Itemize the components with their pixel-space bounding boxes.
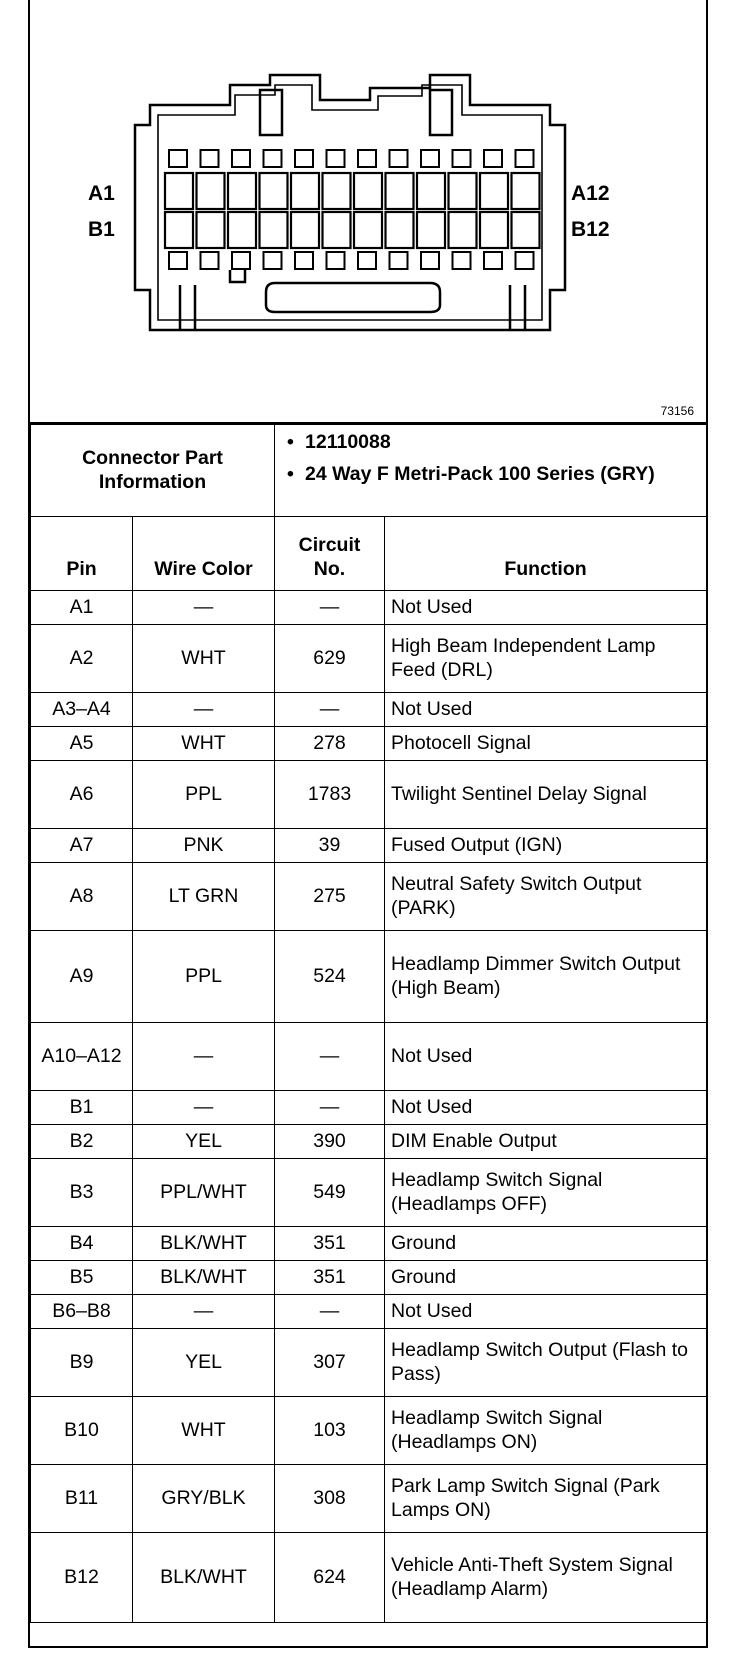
- terminal-tab-top: [169, 150, 187, 167]
- cavity-row-b: [449, 212, 477, 248]
- cavity-row-a: [228, 173, 256, 209]
- pin-cell: A2: [31, 625, 133, 693]
- connector-info-values: [275, 425, 707, 517]
- circuit-cell: 351: [275, 1261, 385, 1295]
- wire-color-cell: BLK/WHT: [133, 1227, 275, 1261]
- wire-color-cell: PPL: [133, 761, 275, 829]
- table-row: [31, 625, 707, 693]
- function-cell: Headlamp Switch Signal (Headlamps ON): [385, 1397, 707, 1465]
- table-row: [31, 727, 707, 761]
- terminal-tab-top: [327, 150, 345, 167]
- label-a1: A1: [88, 182, 115, 205]
- cavity-row-a: [197, 173, 225, 209]
- table-row: [31, 1397, 707, 1465]
- wire-color-cell: PPL: [133, 931, 275, 1023]
- wire-color-cell: YEL: [133, 1125, 275, 1159]
- wire-color-cell: LT GRN: [133, 863, 275, 931]
- header-function: Function: [385, 517, 707, 591]
- terminal-tab-bottom: [516, 252, 534, 269]
- cavity-row-b: [228, 212, 256, 248]
- wire-color-cell: —: [133, 1091, 275, 1125]
- table-row: [31, 1125, 707, 1159]
- circuit-cell: —: [275, 693, 385, 727]
- label-b1: B1: [88, 218, 115, 241]
- wire-color-cell: —: [133, 1295, 275, 1329]
- function-cell: Not Used: [385, 1091, 707, 1125]
- pin-cell: B9: [31, 1329, 133, 1397]
- pin-cell: A6: [31, 761, 133, 829]
- pin-cell: A9: [31, 931, 133, 1023]
- cavity-row-a: [165, 173, 193, 209]
- function-cell: Park Lamp Switch Signal (Park Lamps ON): [385, 1465, 707, 1533]
- pin-grid: [165, 150, 540, 269]
- circuit-cell: —: [275, 591, 385, 625]
- cavity-row-a: [480, 173, 508, 209]
- terminal-tab-bottom: [295, 252, 313, 269]
- wire-color-cell: —: [133, 693, 275, 727]
- terminal-tab-top: [484, 150, 502, 167]
- wire-color-cell: WHT: [133, 1397, 275, 1465]
- terminal-tab-top: [232, 150, 250, 167]
- pin-cell: A1: [31, 591, 133, 625]
- circuit-cell: —: [275, 1091, 385, 1125]
- function-cell: Headlamp Dimmer Switch Output (High Beam): [385, 931, 707, 1023]
- wire-color-cell: WHT: [133, 625, 275, 693]
- terminal-tab-top: [295, 150, 313, 167]
- wire-color-cell: PPL/WHT: [133, 1159, 275, 1227]
- table-row: [31, 1533, 707, 1623]
- terminal-tab-bottom: [327, 252, 345, 269]
- function-cell: Not Used: [385, 1023, 707, 1091]
- circuit-cell: —: [275, 1295, 385, 1329]
- connector-face-drawing: [30, 0, 706, 422]
- cavity-row-a: [386, 173, 414, 209]
- function-cell: Headlamp Switch Output (Flash to Pass): [385, 1329, 707, 1397]
- cavity-row-b: [417, 212, 445, 248]
- pin-cell: B4: [31, 1227, 133, 1261]
- table-row: [31, 1329, 707, 1397]
- pin-cell: A5: [31, 727, 133, 761]
- function-cell: Vehicle Anti-Theft System Signal (Headlamp Alarm): [385, 1533, 707, 1623]
- pin-cell: A8: [31, 863, 133, 931]
- function-cell: Not Used: [385, 591, 707, 625]
- cavity-row-a: [260, 173, 288, 209]
- terminal-tab-bottom: [169, 252, 187, 269]
- pin-cell: B2: [31, 1125, 133, 1159]
- pin-cell: B11: [31, 1465, 133, 1533]
- table-row: [31, 1091, 707, 1125]
- circuit-cell: 308: [275, 1465, 385, 1533]
- circuit-cell: 351: [275, 1227, 385, 1261]
- wire-color-cell: YEL: [133, 1329, 275, 1397]
- wire-color-cell: PNK: [133, 829, 275, 863]
- pin-cell: A3–A4: [31, 693, 133, 727]
- terminal-tab-top: [516, 150, 534, 167]
- wire-color-cell: BLK/WHT: [133, 1261, 275, 1295]
- cavity-row-b: [480, 212, 508, 248]
- terminal-tab-bottom: [358, 252, 376, 269]
- function-cell: Twilight Sentinel Delay Signal: [385, 761, 707, 829]
- label-a12: A12: [571, 182, 610, 205]
- connector-part-number: • 12110088: [305, 431, 700, 455]
- connector-info-label: Connector Part Information: [31, 425, 275, 517]
- table-row: [31, 931, 707, 1023]
- pin-cell: A7: [31, 829, 133, 863]
- circuit-cell: 549: [275, 1159, 385, 1227]
- wire-color-cell: —: [133, 591, 275, 625]
- table-header-row: [31, 517, 707, 591]
- wire-color-cell: BLK/WHT: [133, 1533, 275, 1623]
- terminal-tab-top: [453, 150, 471, 167]
- table-row: [31, 829, 707, 863]
- terminal-tab-bottom: [421, 252, 439, 269]
- table-row: [31, 1261, 707, 1295]
- terminal-tab-top: [201, 150, 219, 167]
- function-cell: DIM Enable Output: [385, 1125, 707, 1159]
- cavity-row-b: [512, 212, 540, 248]
- header-wire-color: Wire Color: [133, 517, 275, 591]
- header-pin: Pin: [31, 517, 133, 591]
- terminal-tab-bottom: [201, 252, 219, 269]
- table-row: [31, 1023, 707, 1091]
- circuit-cell: 1783: [275, 761, 385, 829]
- connector-description: • 24 Way F Metri-Pack 100 Series (GRY): [305, 463, 700, 487]
- table-row: [31, 1295, 707, 1329]
- pin-cell: B5: [31, 1261, 133, 1295]
- pin-cell: B10: [31, 1397, 133, 1465]
- wire-color-cell: —: [133, 1023, 275, 1091]
- function-cell: Headlamp Switch Signal (Headlamps OFF): [385, 1159, 707, 1227]
- pinout-table: [30, 424, 707, 1623]
- terminal-tab-top: [421, 150, 439, 167]
- circuit-cell: 390: [275, 1125, 385, 1159]
- table-row: [31, 1159, 707, 1227]
- function-cell: Photocell Signal: [385, 727, 707, 761]
- pin-cell: A10–A12: [31, 1023, 133, 1091]
- circuit-cell: 307: [275, 1329, 385, 1397]
- circuit-cell: 39: [275, 829, 385, 863]
- cavity-row-a: [417, 173, 445, 209]
- cavity-row-a: [354, 173, 382, 209]
- label-b12: B12: [571, 218, 610, 241]
- wire-color-cell: WHT: [133, 727, 275, 761]
- cavity-row-a: [449, 173, 477, 209]
- wire-color-cell: GRY/BLK: [133, 1465, 275, 1533]
- function-cell: Not Used: [385, 693, 707, 727]
- cavity-row-b: [291, 212, 319, 248]
- function-cell: High Beam Independent Lamp Feed (DRL): [385, 625, 707, 693]
- terminal-tab-bottom: [390, 252, 408, 269]
- function-cell: Neutral Safety Switch Output (PARK): [385, 863, 707, 931]
- circuit-cell: 524: [275, 931, 385, 1023]
- pin-cell: B6–B8: [31, 1295, 133, 1329]
- circuit-cell: 624: [275, 1533, 385, 1623]
- terminal-tab-bottom: [232, 252, 250, 269]
- terminal-tab-top: [358, 150, 376, 167]
- table-row: [31, 1227, 707, 1261]
- cavity-row-a: [512, 173, 540, 209]
- circuit-cell: 103: [275, 1397, 385, 1465]
- terminal-tab-bottom: [484, 252, 502, 269]
- cavity-row-b: [165, 212, 193, 248]
- pin-cell: B12: [31, 1533, 133, 1623]
- terminal-tab-top: [390, 150, 408, 167]
- cavity-row-b: [354, 212, 382, 248]
- cavity-row-b: [386, 212, 414, 248]
- figure-number: 73156: [660, 404, 694, 418]
- function-cell: Ground: [385, 1227, 707, 1261]
- circuit-cell: 278: [275, 727, 385, 761]
- connector-diagram: [30, 0, 706, 424]
- header-circuit-no: Circuit No.: [275, 517, 385, 591]
- table-row: [31, 591, 707, 625]
- table-row: [31, 1465, 707, 1533]
- circuit-cell: —: [275, 1023, 385, 1091]
- pin-cell: B1: [31, 1091, 133, 1125]
- function-cell: Not Used: [385, 1295, 707, 1329]
- pin-cell: B3: [31, 1159, 133, 1227]
- terminal-tab-bottom: [264, 252, 282, 269]
- circuit-cell: 275: [275, 863, 385, 931]
- table-row: [31, 761, 707, 829]
- terminal-tab-top: [264, 150, 282, 167]
- cavity-row-b: [260, 212, 288, 248]
- cavity-row-a: [291, 173, 319, 209]
- cavity-row-b: [197, 212, 225, 248]
- table-row: [31, 863, 707, 931]
- cavity-row-a: [323, 173, 351, 209]
- terminal-tab-bottom: [453, 252, 471, 269]
- function-cell: Fused Output (IGN): [385, 829, 707, 863]
- circuit-cell: 629: [275, 625, 385, 693]
- table-row: [31, 693, 707, 727]
- connector-info-row: [31, 425, 707, 517]
- connector-sheet: [28, 0, 708, 1648]
- cavity-row-b: [323, 212, 351, 248]
- function-cell: Ground: [385, 1261, 707, 1295]
